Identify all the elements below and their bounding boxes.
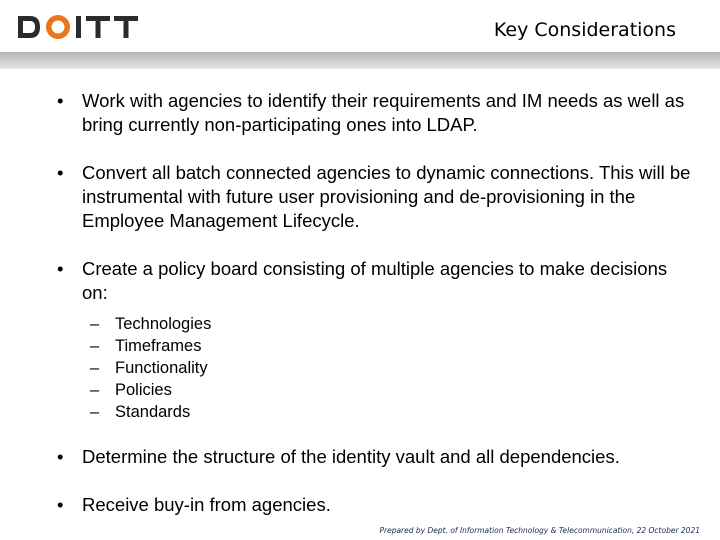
bullet-list (57, 89, 697, 517)
bullet-item: • Receive buy-in from agencies. (57, 493, 697, 517)
sub-bullet-item: – Standards (82, 401, 697, 423)
slide-title: Key Considerations (493, 19, 676, 41)
header-bar (0, 52, 720, 69)
bullet-item (57, 257, 697, 423)
bullet-item-text: Create a policy board consisting of multiple agencies to make decisions on: (82, 258, 668, 303)
bullet-item: • Work with agencies to identify their requirements and IM needs as well as bring currently non-participating ones into LDAP. (57, 89, 697, 137)
bullet-item: • Convert all batch connected agencies to dynamic connections. This will be instrumental with future user provisioning and de-provisioning in the Employee Management Lifecycle. (57, 161, 697, 233)
sub-bullet-item: – Timeframes (82, 335, 697, 357)
bullet-item: • Determine the structure of the identity vault and all dependencies. (57, 445, 697, 469)
doitt-logo (15, 13, 145, 41)
sub-bullet-item: – Technologies (82, 313, 697, 335)
sub-bullet-list (82, 313, 697, 423)
footer-credit: Prepared by Dept. of Information Technology & Telecommunication, 22 October 2021 (379, 526, 700, 535)
sub-bullet-item: – Policies (82, 379, 697, 401)
sub-bullet-item: – Functionality (82, 357, 697, 379)
